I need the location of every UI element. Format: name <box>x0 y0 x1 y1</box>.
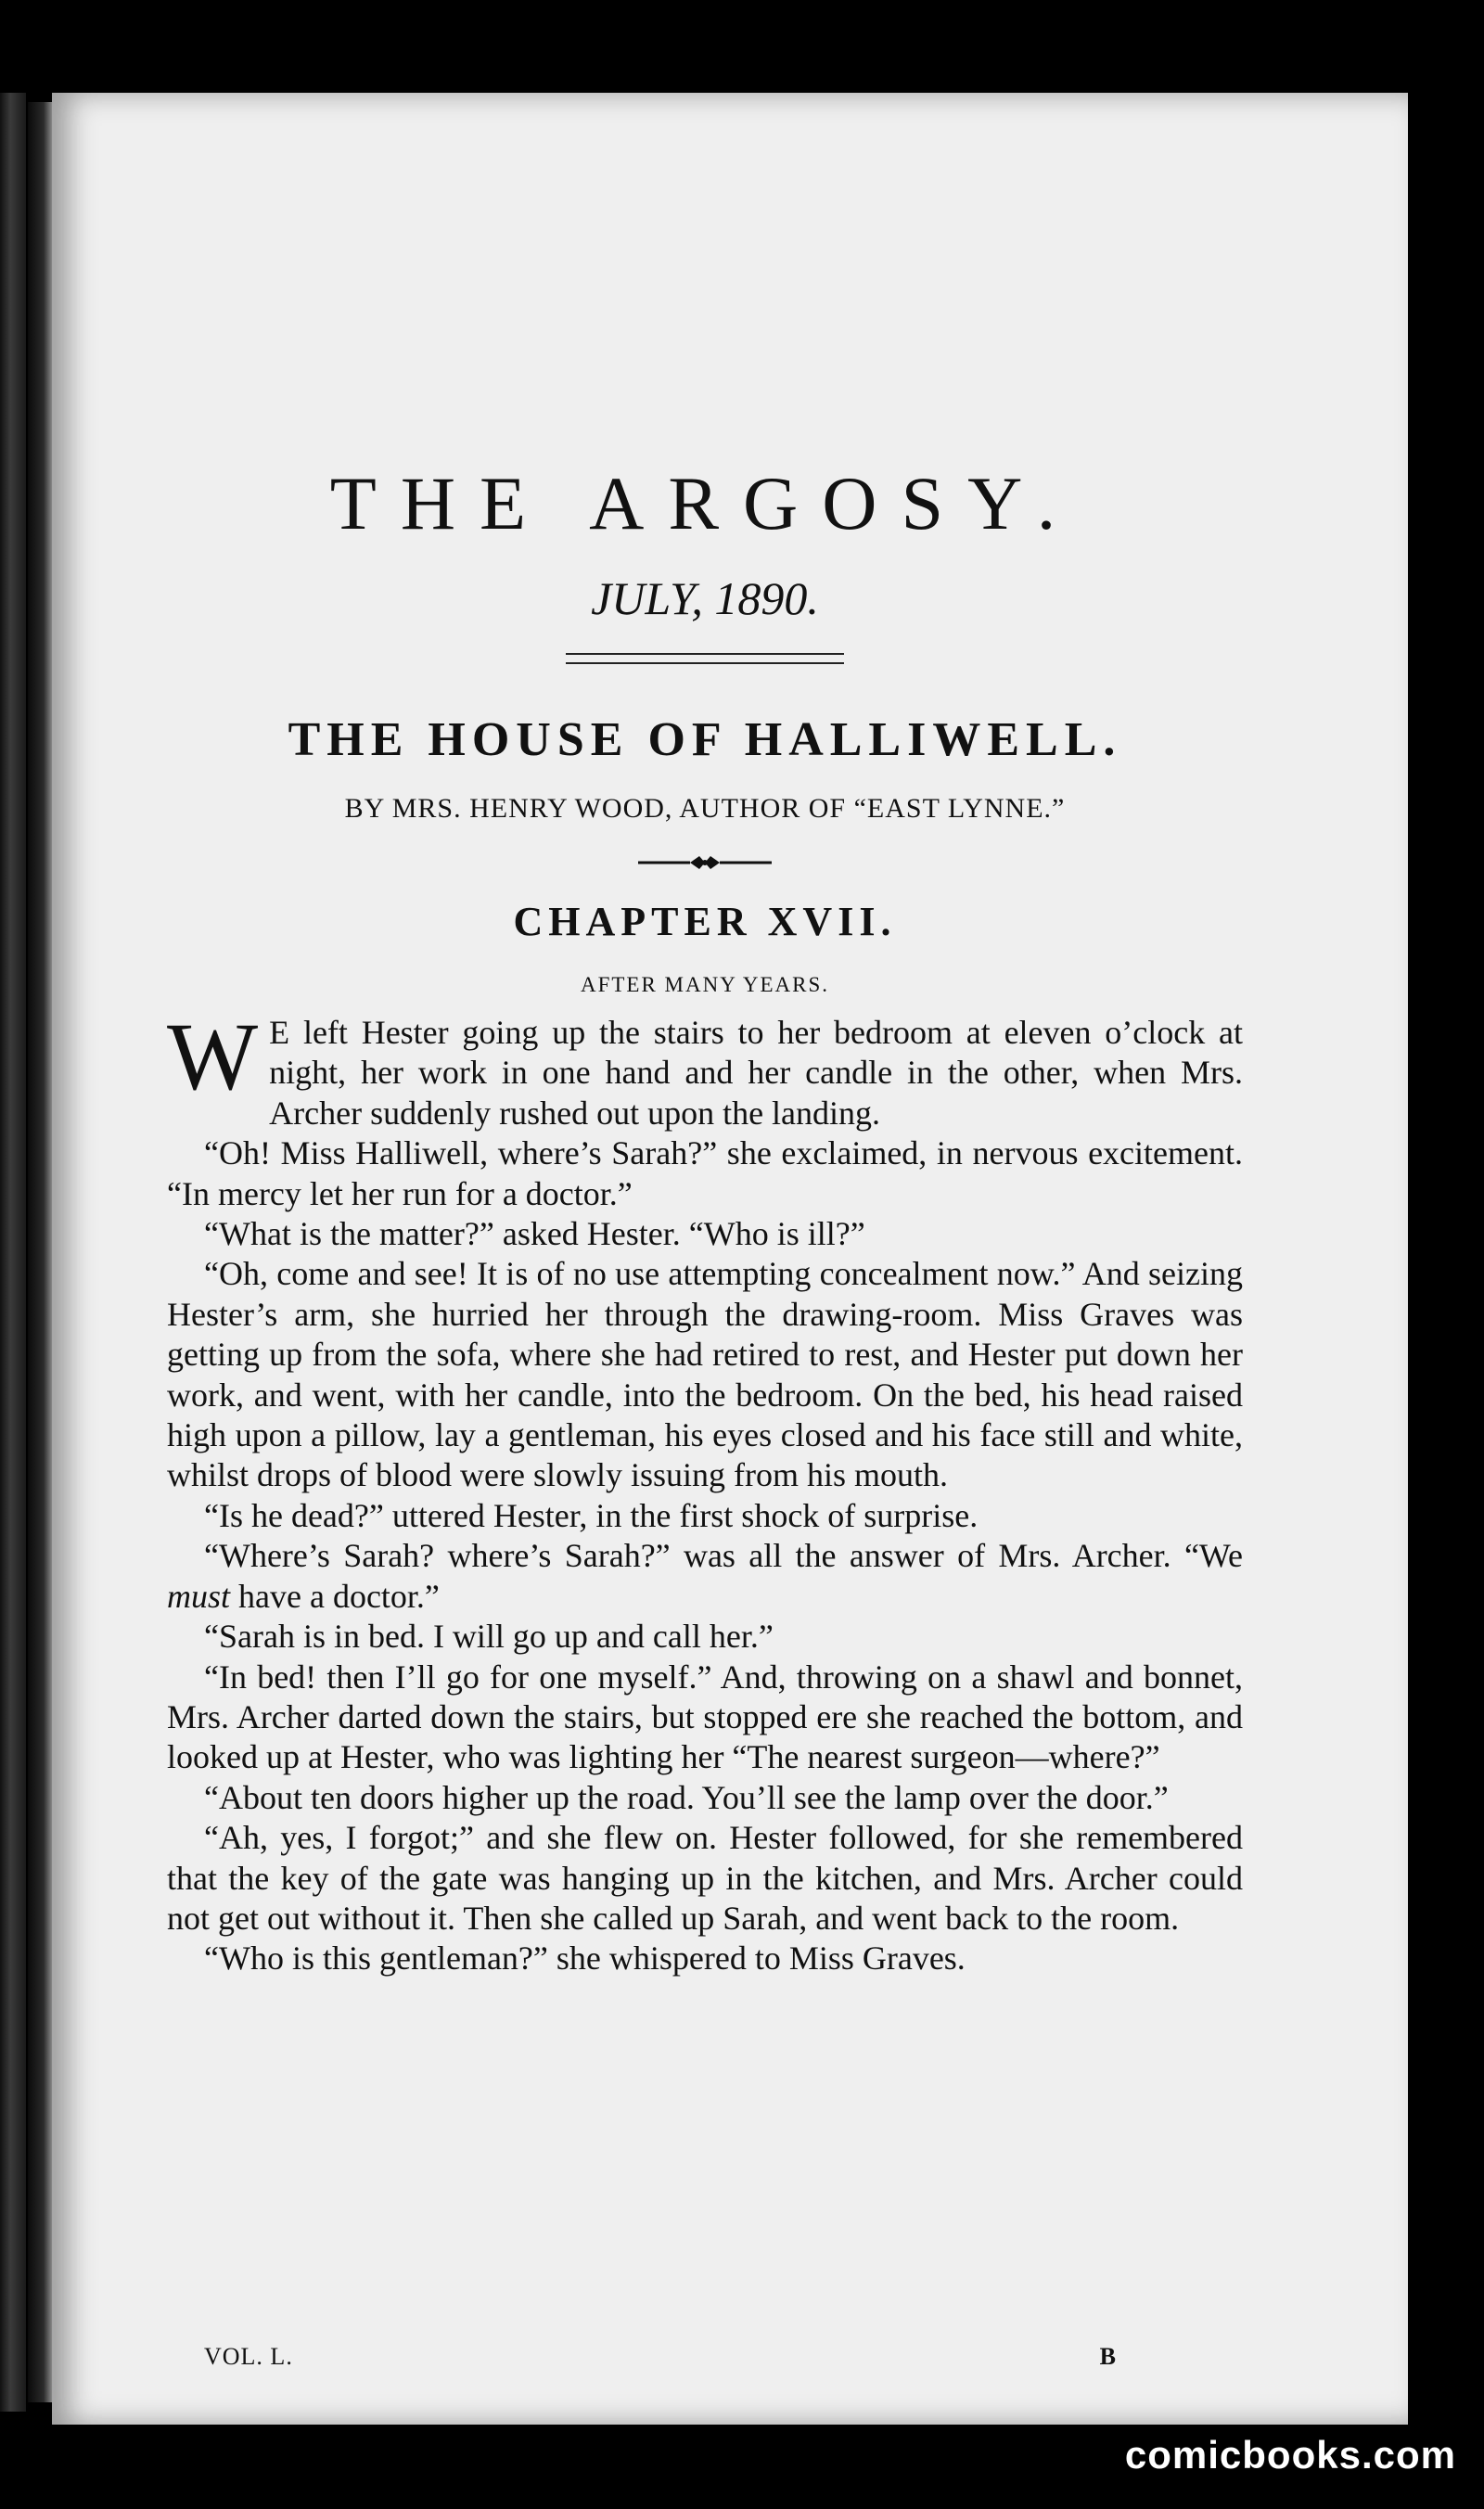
paragraph <box>167 1004 1243 1133</box>
chapter-subtitle: AFTER MANY YEARS. <box>580 973 830 996</box>
paragraph: “About ten doors higher up the road. You’ll see the lamp over the door.” <box>204 1778 1169 1816</box>
paragraph-text: have a doctor.” <box>230 1577 440 1615</box>
double-rule-divider <box>566 653 844 664</box>
chapter-heading: CHAPTER XVII. <box>513 899 897 944</box>
paragraph: “Oh! Miss Halliwell, where’s Sarah?” she exclaimed, in nervous excitement. “In mercy let her run for a doctor.” <box>167 1134 1243 1212</box>
issue-date: JULY, 1890. <box>591 572 819 624</box>
story-body <box>167 1004 1243 1979</box>
paragraph: “Ah, yes, I forgot;” and she flew on. Hester followed, for she remembered that the key of the gate was hanging up in the kitchen, and Mrs. Archer could not get out without it. Then she called up Sarah, and went back to the room. <box>167 1819 1243 1937</box>
emphasis-text: must <box>167 1577 231 1615</box>
magazine-title: THE ARGOSY. <box>329 461 1081 545</box>
paragraph: “Is he dead?” uttered Hester, in the first shock of surprise. <box>204 1496 979 1534</box>
signature-mark: B <box>1099 2343 1117 2370</box>
magazine-page <box>52 93 1408 2425</box>
paragraph: “What is the matter?” asked Hester. “Who is ill?” <box>204 1215 865 1253</box>
adjacent-page-edge <box>0 93 26 2412</box>
story-byline: BY MRS. HENRY WOOD, AUTHOR OF “EAST LYNNE.” <box>344 793 1066 824</box>
paragraph: “In bed! then I’ll go for one myself.” And, throwing on a shawl and bonnet, Mrs. Archer darted down the stairs, but stopped ere she reached the bottom, and looked up at Hester, who was lighting her “The nearest surgeon—where?” <box>167 1658 1243 1776</box>
drop-cap: W <box>167 1004 259 1110</box>
ornament-divider-icon <box>638 851 772 874</box>
paragraph: “Oh, come and see! It is of no use attempting concealment now.” And seizing Hester’s arm, she hurried her through the drawing-room. Miss Graves was getting up from the sofa, where she had retired to rest, and Hester put down her work, and went, with her candle, into the bedroom. On the bed, his head raised high upon a pillow, lay a gentleman, his eyes closed and his face still and white, whilst drops of blood were slowly issuing from his mouth. <box>167 1255 1243 1494</box>
paragraph <box>167 1536 1243 1617</box>
paragraph: “Sarah is in bed. I will go up and call her.” <box>204 1618 774 1656</box>
story-title: THE HOUSE OF HALLIWELL. <box>288 713 1122 766</box>
watermark: comicbooks.com <box>1124 2433 1456 2477</box>
paragraph-text: E left Hester going up the stairs to her bedroom at eleven o’clock at night, her work in one hand and her candle in the other, when Mrs. Archer suddenly rushed out upon the landing. <box>269 1014 1243 1132</box>
volume-label: VOL. L. <box>204 2343 293 2370</box>
paragraph-text: “Where’s Sarah? where’s Sarah?” was all the answer of Mrs. Archer. “We <box>204 1537 1243 1575</box>
paragraph: “Who is this gentleman?” she whispered to Miss Graves. <box>204 1939 966 1978</box>
